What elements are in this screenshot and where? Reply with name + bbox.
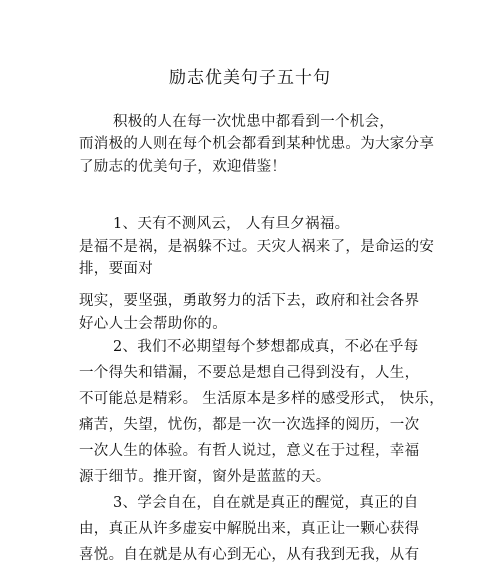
item-2-line-1: 2、我们不必期望每个梦想都成真，不必在乎每	[113, 339, 419, 355]
page-title: 励志优美句子五十句	[169, 68, 331, 88]
item-3-line-1: 3、学会自在，自在就是真正的醒觉，真正的自	[113, 495, 419, 511]
item-2-line-2: 一个得失和错漏，不要总是想自己得到没有，人生，	[79, 365, 420, 381]
intro-line-2: 而消极的人则在每个机会都看到某种忧患。为大家分享	[79, 136, 435, 152]
item-2-line-3: 不可能总是精彩。 生活原本是多样的感受形式， 快乐，	[79, 391, 445, 407]
intro-line-3: 了励志的优美句子，欢迎借鉴！	[79, 159, 287, 175]
item-2-line-4: 痛苦，失望，忧伤，都是一次一次选择的阅历，一次	[79, 417, 420, 433]
item-3-line-2: 由，真正从许多虚妄中解脱出来，真正让一颗心获得	[79, 521, 420, 537]
item-1-line-4: 现实，要坚强，勇敢努力的活下去，政府和社会各界	[79, 293, 420, 309]
item-3-line-3: 喜悦。自在就是从有心到无心，从有我到无我，从有	[79, 547, 420, 563]
item-2-line-5: 一次人生的体验。有哲人说过，意义在于过程，幸福	[79, 443, 420, 459]
item-2-line-6: 源于细节。推开窗，窗外是蓝蓝的天。	[79, 469, 331, 485]
intro-line-1: 积极的人在每一次忧患中都看到一个机会，	[113, 114, 395, 130]
item-1-line-1: 1、天有不测风云， 人有旦夕祸福。	[113, 216, 350, 232]
item-1-line-5: 好心人士会帮助你的。	[79, 316, 227, 332]
item-1-line-2: 是福不是祸，是祸躲不过。天灾人祸来了，是命运的安	[79, 239, 435, 255]
item-1-line-3: 排，要面对	[79, 261, 153, 277]
